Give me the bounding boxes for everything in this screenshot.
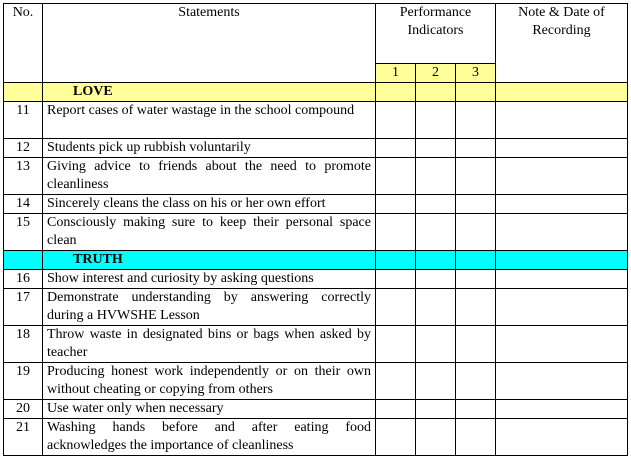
indicator-level-3: 3 — [456, 64, 496, 83]
note-cell[interactable] — [496, 102, 628, 139]
note-cell[interactable] — [496, 289, 628, 326]
row-statement: Sincerely cleans the class on his or her own effort — [43, 195, 376, 214]
row-statement: Demonstrate understanding by answering correctly during a HVWSHE Lesson — [43, 289, 376, 326]
indicator-cell[interactable] — [456, 363, 496, 400]
section-no-cell — [4, 83, 43, 102]
table-row — [4, 363, 628, 400]
indicator-cell[interactable] — [376, 102, 416, 139]
section-row-love — [4, 83, 628, 102]
table-row — [4, 139, 628, 158]
indicator-cell[interactable] — [416, 270, 456, 289]
indicator-cell[interactable] — [456, 326, 496, 363]
indicator-cell[interactable] — [416, 326, 456, 363]
indicator-cell[interactable] — [416, 195, 456, 214]
row-number: 21 — [4, 419, 43, 456]
row-number: 13 — [4, 158, 43, 195]
header-performance-indicators: Performance Indicators — [376, 4, 496, 64]
indicator-cell[interactable] — [376, 363, 416, 400]
row-number: 11 — [4, 102, 43, 139]
indicator-cell[interactable] — [376, 195, 416, 214]
section-no-cell — [4, 251, 43, 270]
note-cell[interactable] — [496, 158, 628, 195]
indicator-level-1: 1 — [376, 64, 416, 83]
section-title: LOVE — [43, 83, 376, 102]
row-statement: Show interest and curiosity by asking questions — [43, 270, 376, 289]
header-note-date: Note & Date of Recording — [496, 4, 628, 83]
section-row-truth — [4, 251, 628, 270]
note-cell[interactable] — [496, 195, 628, 214]
section-title: TRUTH — [43, 251, 376, 270]
row-number: 20 — [4, 400, 43, 419]
indicator-cell[interactable] — [456, 419, 496, 456]
row-number: 14 — [4, 195, 43, 214]
row-statement: Students pick up rubbish voluntarily — [43, 139, 376, 158]
row-statement: Use water only when necessary — [43, 400, 376, 419]
row-number: 17 — [4, 289, 43, 326]
table-row — [4, 158, 628, 195]
indicator-level-2: 2 — [416, 64, 456, 83]
table-row — [4, 214, 628, 251]
row-statement: Report cases of water wastage in the school compound — [43, 102, 376, 139]
indicator-cell[interactable] — [376, 419, 416, 456]
indicator-cell[interactable] — [416, 419, 456, 456]
row-statement: Washing hands before and after eating food acknowledges the importance of cleanliness — [43, 419, 376, 456]
row-statement: Throw waste in designated bins or bags when asked by teacher — [43, 326, 376, 363]
indicator-cell[interactable] — [456, 214, 496, 251]
row-number: 12 — [4, 139, 43, 158]
indicator-cell[interactable] — [376, 270, 416, 289]
indicator-cell[interactable] — [376, 400, 416, 419]
indicator-cell[interactable] — [416, 102, 456, 139]
row-number: 16 — [4, 270, 43, 289]
header-row — [4, 4, 628, 64]
indicator-cell[interactable] — [456, 400, 496, 419]
indicator-cell[interactable] — [456, 195, 496, 214]
indicator-cell[interactable] — [416, 214, 456, 251]
indicator-cell[interactable] — [376, 289, 416, 326]
note-cell[interactable] — [496, 139, 628, 158]
indicator-cell[interactable] — [416, 363, 456, 400]
indicator-cell[interactable] — [416, 158, 456, 195]
indicator-cell[interactable] — [456, 102, 496, 139]
indicator-cell[interactable] — [416, 139, 456, 158]
row-statement: Producing honest work independently or on their own without cheating or copying from others — [43, 363, 376, 400]
table-row — [4, 102, 628, 139]
table-row — [4, 289, 628, 326]
note-cell[interactable] — [496, 419, 628, 456]
row-statement: Giving advice to friends about the need to promote cleanliness — [43, 158, 376, 195]
row-statement: Consciously making sure to keep their personal space clean — [43, 214, 376, 251]
indicator-cell[interactable] — [376, 158, 416, 195]
note-cell[interactable] — [496, 400, 628, 419]
note-cell[interactable] — [496, 363, 628, 400]
indicator-cell[interactable] — [416, 400, 456, 419]
table-row — [4, 270, 628, 289]
header-statements: Statements — [43, 4, 376, 83]
table-row — [4, 195, 628, 214]
indicator-cell[interactable] — [456, 270, 496, 289]
table-row — [4, 326, 628, 363]
assessment-table — [3, 3, 628, 456]
row-number: 15 — [4, 214, 43, 251]
indicator-cell[interactable] — [376, 139, 416, 158]
table-row — [4, 400, 628, 419]
indicator-cell[interactable] — [416, 289, 456, 326]
indicator-cell[interactable] — [376, 214, 416, 251]
indicator-cell[interactable] — [376, 326, 416, 363]
note-cell[interactable] — [496, 214, 628, 251]
table-row — [4, 419, 628, 456]
indicator-cell[interactable] — [456, 158, 496, 195]
note-cell[interactable] — [496, 270, 628, 289]
indicator-cell[interactable] — [456, 289, 496, 326]
note-cell[interactable] — [496, 326, 628, 363]
indicator-cell[interactable] — [456, 139, 496, 158]
row-number: 19 — [4, 363, 43, 400]
header-no: No. — [4, 4, 43, 83]
row-number: 18 — [4, 326, 43, 363]
